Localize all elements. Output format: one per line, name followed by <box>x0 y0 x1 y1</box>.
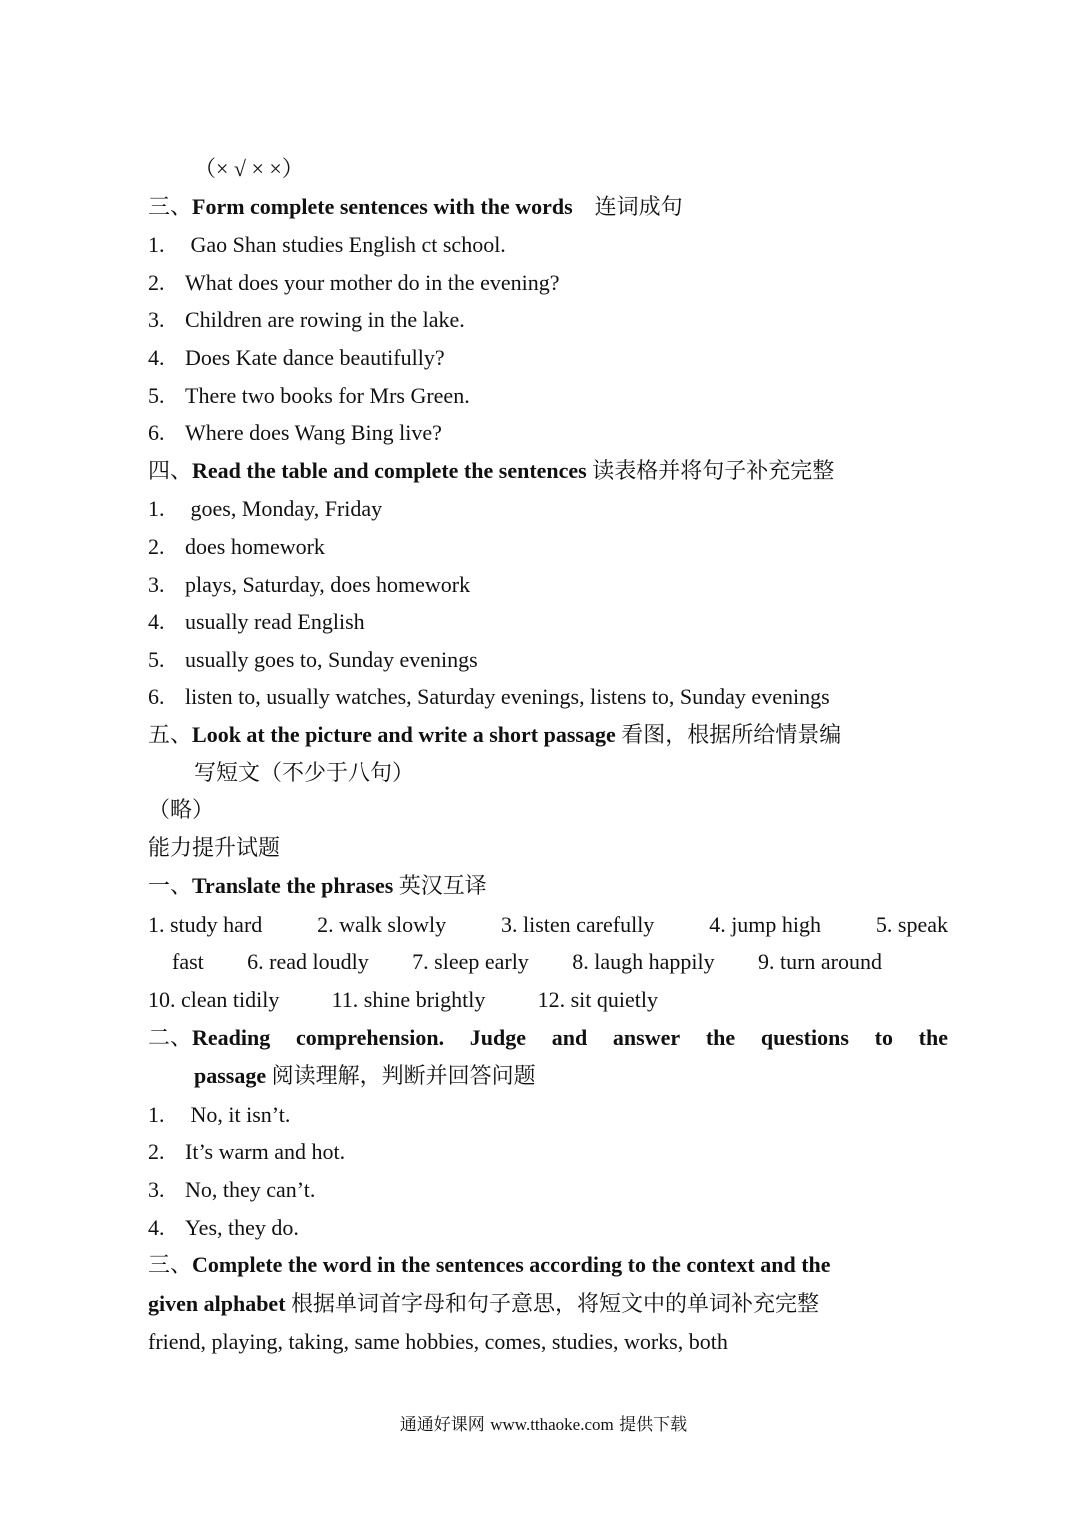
item-text: No, they can’t. <box>185 1177 316 1203</box>
page-footer <box>0 1410 1087 1435</box>
item-text: Gao Shan studies English ct school. <box>185 232 506 258</box>
section-title-cn: 看图，根据所给情景编 <box>621 722 842 748</box>
heading-word: to <box>874 1024 893 1050</box>
item-text: listen to, usually watches, Saturday evenings, listens to, Sunday evenings <box>185 684 830 710</box>
list-item <box>148 641 948 679</box>
phrase: 12. sit quietly <box>537 987 658 1013</box>
item-text: goes, Monday, Friday <box>185 496 383 522</box>
phrase: 9. turn around <box>757 949 882 975</box>
phrase: 6. read loudly <box>247 949 369 975</box>
ability-section-3-answer: friend, playing, taking, same hobbies, comes, studies, works, both <box>148 1329 728 1355</box>
phrase: 8. laugh happily <box>572 949 715 975</box>
section-number: 一、 <box>148 874 193 900</box>
item-text: Yes, they do. <box>185 1214 299 1240</box>
document-body <box>148 150 948 1361</box>
ability-title: 能力提升试题 <box>148 835 281 861</box>
phrase: 3. listen carefully <box>500 911 655 937</box>
list-item <box>148 264 948 302</box>
item-number: 2. <box>148 533 165 559</box>
phrases-row-1 <box>148 906 948 944</box>
list-item <box>148 1209 948 1247</box>
item-text: usually goes to, Sunday evenings <box>185 646 478 672</box>
phrase: 10. clean tidily <box>148 987 280 1013</box>
footer-provide: 提供下载 <box>619 1415 688 1435</box>
list-item <box>148 528 948 566</box>
section-5-heading-cont: 写短文（不少于八句） <box>194 760 415 786</box>
phrase: 1. study hard <box>148 911 263 937</box>
top-marks: （× √ × ×） <box>194 156 304 181</box>
item-number: 4. <box>148 344 165 370</box>
footer-site-name: 通通好课网 <box>399 1415 485 1435</box>
heading-word: comprehension. <box>295 1024 445 1050</box>
item-number: 1. <box>148 232 165 258</box>
phrases-row-3 <box>148 981 658 1019</box>
item-number: 2. <box>148 1139 165 1165</box>
list-item <box>148 566 948 604</box>
ability-section-3-heading-cont: given alphabet 根据单词首字母和句子意思，将短文中的单词补充完整 <box>148 1290 820 1317</box>
phrase: 5. speak <box>875 911 948 937</box>
phrase: fast <box>172 949 204 975</box>
phrase: 2. walk slowly <box>317 911 447 937</box>
list-item <box>148 339 948 377</box>
phrase: 4. jump high <box>709 911 822 937</box>
item-number: 1. <box>148 496 165 522</box>
footer-url[interactable]: www.tthaoke.com <box>490 1415 614 1434</box>
list-item <box>148 1171 948 1209</box>
item-number: 1. <box>148 1101 165 1127</box>
section-title-cn: 英汉互译 <box>398 874 487 900</box>
heading-word: 二、Reading <box>148 1024 271 1051</box>
item-text: usually read English <box>185 609 365 635</box>
heading-word: the <box>705 1024 736 1050</box>
section-title-cn: 读表格并将句子补充完整 <box>592 458 835 484</box>
item-text: Children are rowing in the lake. <box>185 307 465 333</box>
item-text: What does your mother do in the evening? <box>185 269 560 295</box>
list-item <box>148 678 948 716</box>
section-number: 五、 <box>148 722 193 748</box>
item-number: 6. <box>148 684 165 710</box>
item-number: 2. <box>148 269 165 295</box>
list-item <box>148 301 948 339</box>
list-item <box>148 490 948 528</box>
item-text: Does Kate dance beautifully? <box>185 344 445 370</box>
item-text: There two books for Mrs Green. <box>185 382 470 408</box>
ability-section-2-heading-cont: passage 阅读理解，判断并回答问题 <box>194 1063 536 1090</box>
ability-section-2-heading <box>148 1019 948 1058</box>
section-3-list <box>148 226 948 452</box>
item-text: plays, Saturday, does homework <box>185 571 471 597</box>
list-item <box>148 1096 948 1134</box>
item-number: 5. <box>148 646 165 672</box>
heading-word: questions <box>760 1024 849 1050</box>
omitted-note: （略） <box>148 798 215 824</box>
item-number: 3. <box>148 307 165 333</box>
ability-section-2-list <box>148 1096 948 1246</box>
item-number: 4. <box>148 609 165 635</box>
section-number: 四、 <box>148 458 193 484</box>
item-number: 3. <box>148 571 165 597</box>
section-4-list <box>148 490 948 716</box>
section-title-en: Form complete sentences with the words <box>192 193 573 219</box>
section-5-heading <box>148 716 948 755</box>
list-item <box>148 414 948 452</box>
list-item <box>148 377 948 415</box>
ability-section-1-heading <box>148 867 948 906</box>
item-text: No, it isn’t. <box>185 1101 291 1127</box>
section-number: 三、 <box>148 194 193 220</box>
section-3-heading <box>148 188 948 227</box>
section-title-cn: 连词成句 <box>594 194 683 220</box>
item-number: 3. <box>148 1177 165 1203</box>
heading-word: and <box>551 1024 588 1050</box>
list-item <box>148 603 948 641</box>
heading-word: Judge <box>469 1024 527 1050</box>
section-4-heading <box>148 452 948 491</box>
item-text: does homework <box>185 533 325 559</box>
phrases-row-2 <box>148 943 882 981</box>
section-title-en: Read the table and complete the sentences <box>192 457 587 483</box>
phrase: 11. shine brightly <box>331 987 486 1013</box>
list-item <box>148 1133 948 1171</box>
item-text: Where does Wang Bing live? <box>185 420 442 446</box>
list-item <box>148 226 948 264</box>
phrase: 7. sleep early <box>412 949 529 975</box>
section-title-en: Look at the picture and write a short passage <box>192 721 616 747</box>
item-text: It’s warm and hot. <box>185 1139 346 1165</box>
heading-word: answer <box>612 1024 681 1050</box>
item-number: 4. <box>148 1214 165 1240</box>
item-number: 5. <box>148 382 165 408</box>
item-number: 6. <box>148 420 165 446</box>
section-title-en: Translate the phrases <box>192 873 394 899</box>
heading-word: the <box>918 1024 948 1050</box>
ability-section-3-heading: 三、Complete the word in the sentences according to the context and the <box>148 1252 831 1279</box>
